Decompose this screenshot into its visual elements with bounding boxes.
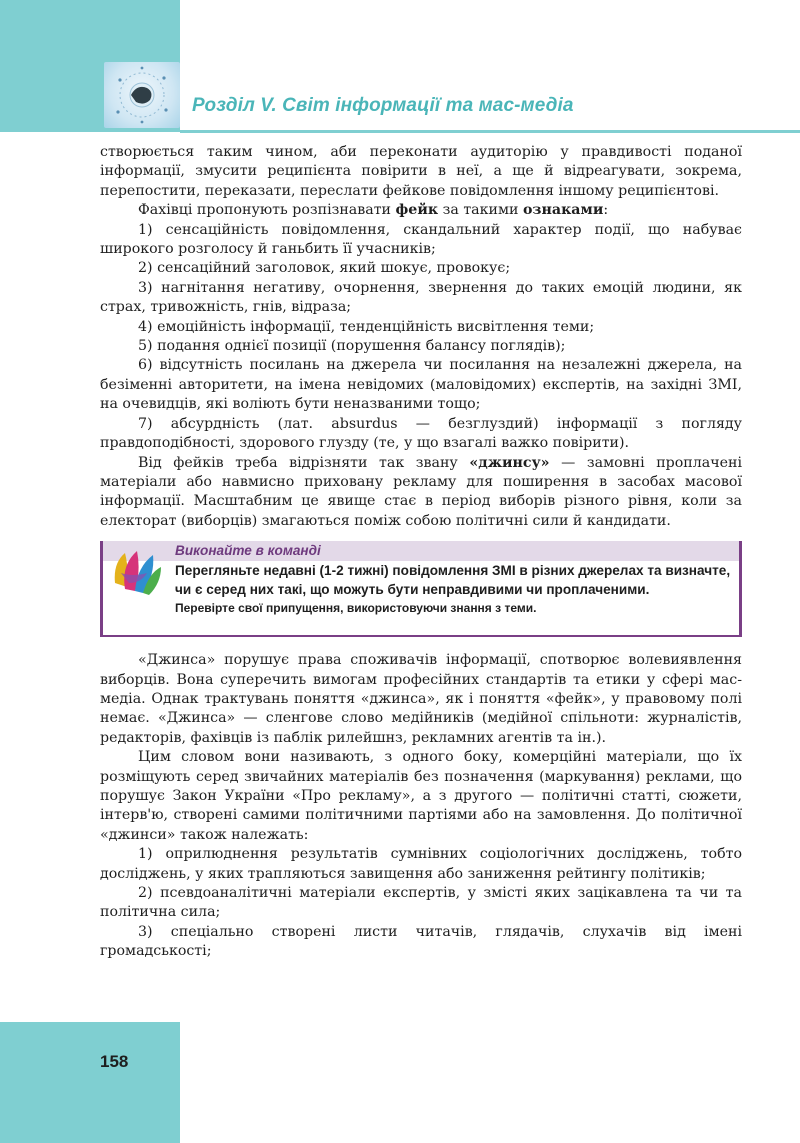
task-note: Перевірте свої припущення, використовуючи знання з теми.: [175, 601, 537, 616]
paragraph-signs-intro: Фахівці пропонують розпізнавати фейк за такими ознаками:: [138, 202, 609, 219]
list-item: 2) сенсаційний заголовок, який шокує, провокує;: [138, 260, 511, 277]
term-dzhynsa: «джинсу»: [469, 454, 550, 471]
list-item: 2) псевдоаналітичні матеріали експертів, у змісті яких зацікавлена та чи та політична сила;: [100, 885, 742, 921]
term-signs: ознаками: [522, 202, 604, 219]
term-fake: фейк: [395, 202, 439, 219]
list-item: 3) спеціально створені листи читачів, глядачів, слухачів від імені громадськості;: [100, 923, 742, 960]
paragraph-continued: створюється таким чином, аби переконати аудиторію у правдивості поданої інформації, змусити реципієнта повірити в неї, а ще й відреагувати, зокрема, перепостити, переказати, переслати фейкове повідомлення іншому реципієнтові.: [100, 144, 742, 199]
footer-color-band: [0, 1022, 180, 1143]
task-heading: Виконайте в команді: [103, 541, 739, 561]
paragraph-dzhynsa-meaning: Цим словом вони називають, з одного боку, комерційні матеріали, що їх розміщують серед звичайних матеріалів без позначення (маркування) реклами, що порушує Закон України «Про рекламу», а з другого — політичні статті, сюжети, інтерв'ю, створені самими політичними партіями або на замовлення. До політичної «джинси» також належать:: [100, 749, 742, 843]
page-number: 158: [100, 1052, 129, 1071]
list-item: 6) відсутність посилань на джерела чи посилання на незалежні джерела, на безіменні авторитети, на імена невідомих (маловідомих) експертів, на західні ЗМІ, на очевидців, які воліють бути неназваними тощо;: [100, 357, 742, 413]
paragraph-dzhynsa-definition: Від фейків треба відрізняти так звану «джинсу» — замовні проплачені матеріали або навмисно приховану рекламу для поширення в засобах масової інформації. Масштабним це явище стає в період виборів різного рівня, коли за електорат (виборців) змагаються поміж собою політичні сили й кандидати.: [100, 454, 742, 529]
list-item: 1) оприлюднення результатів сумнівних соціологічних досліджень, тобто досліджень, у яких трапляються завищення або заниження рейтингу політиків;: [100, 846, 742, 882]
list-item: 4) емоційність інформації, тенденційність висвітлення теми;: [138, 318, 595, 335]
list-item: 1) сенсаційність повідомлення, скандальний характер події, що набуває широкого розголосу й ганьбить її учасників;: [100, 221, 742, 258]
list-item: 3) нагнітання негативу, очорнення, звернення до таких емоцій людини, як страх, тривожність, гнів, відраза;: [100, 279, 742, 316]
team-hands-icon: [107, 543, 165, 599]
header-divider: [180, 130, 800, 133]
list-item: 5) подання однієї позиції (порушення балансу поглядів);: [138, 338, 566, 355]
task-text: Перегляньте недавні (1-2 тижні) повідомлення ЗМІ в різних джерелах та визначте, чи є серед них такі, що можуть бути неправдивими чи проплаченими.: [175, 563, 731, 598]
list-item: 7) абсурдність (лат. absurdus — безглуздий) інформації з погляду правдоподібності, здорового глузду (те, у що взагалі важко повірити).: [100, 415, 742, 452]
page-content: [100, 143, 742, 962]
paragraph-dzhynsa-violations: «Джинса» порушує права споживачів інформації, спотворює волевиявлення виборців. Вона суперечить вимогам професійних стандартів та етики у сфері мас-медіа. Однак трактувань поняття «джинса», як і поняття «фейк», у правовому полі немає. «Джинса» — сленгове слово медійників (медійної спільноти: журналістів, редакторів, фахівців із паблік рилейшнз, рекламних агентів та ін.).: [100, 652, 742, 746]
team-task-box: [100, 541, 742, 637]
chapter-title: Розділ V. Світ інформації та мас-медіа: [192, 95, 574, 116]
globe-logo-icon: [104, 62, 180, 128]
